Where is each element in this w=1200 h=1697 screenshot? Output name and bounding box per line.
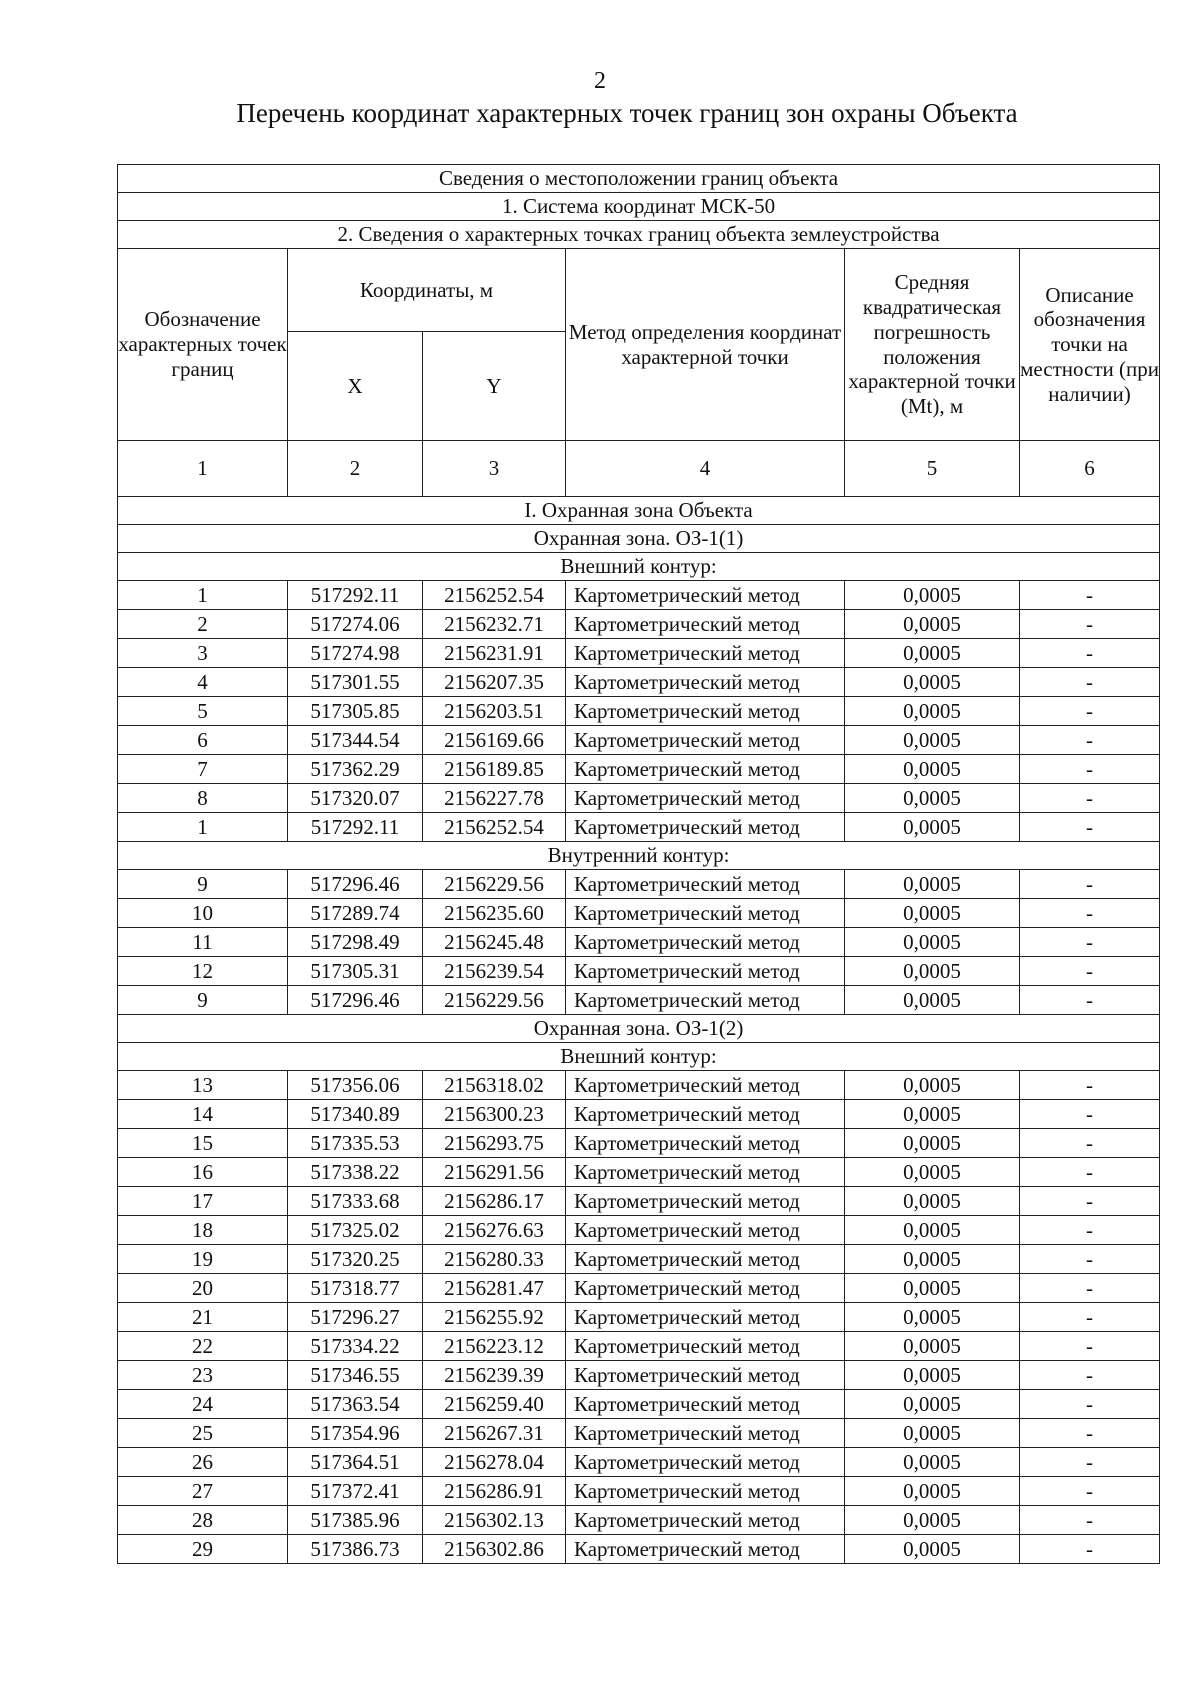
point-number: 21 — [118, 1303, 288, 1332]
point-number: 1 — [118, 581, 288, 610]
description: - — [1020, 1477, 1160, 1506]
description: - — [1020, 610, 1160, 639]
error-value: 0,0005 — [845, 1506, 1020, 1535]
error-value: 0,0005 — [845, 1332, 1020, 1361]
description: - — [1020, 986, 1160, 1015]
error-value: 0,0005 — [845, 899, 1020, 928]
description: - — [1020, 1216, 1160, 1245]
error-value: 0,0005 — [845, 610, 1020, 639]
point-number: 24 — [118, 1390, 288, 1419]
description: - — [1020, 1332, 1160, 1361]
zone-title: Охранная зона. ОЗ-1(1) — [118, 525, 1160, 553]
coord-y: 2156207.35 — [423, 668, 566, 697]
description: - — [1020, 957, 1160, 986]
banner-row — [118, 221, 1160, 249]
method: Картометрический метод — [566, 668, 845, 697]
table-row — [118, 870, 1160, 899]
coord-x: 517274.98 — [288, 639, 423, 668]
coord-y: 2156267.31 — [423, 1419, 566, 1448]
error-value: 0,0005 — [845, 1361, 1020, 1390]
description: - — [1020, 1506, 1160, 1535]
point-number: 9 — [118, 870, 288, 899]
description: - — [1020, 581, 1160, 610]
description: - — [1020, 726, 1160, 755]
point-number: 10 — [118, 899, 288, 928]
point-number: 6 — [118, 726, 288, 755]
zone-title-row — [118, 1015, 1160, 1043]
method: Картометрический метод — [566, 1361, 845, 1390]
method: Картометрический метод — [566, 610, 845, 639]
coord-y: 2156293.75 — [423, 1129, 566, 1158]
method: Картометрический метод — [566, 726, 845, 755]
point-number: 9 — [118, 986, 288, 1015]
method: Картометрический метод — [566, 1390, 845, 1419]
table-row — [118, 784, 1160, 813]
error-value: 0,0005 — [845, 986, 1020, 1015]
description: - — [1020, 813, 1160, 842]
header-point: Обозначение характерных точек границ — [118, 249, 288, 441]
zone-title: Охранная зона. ОЗ-1(2) — [118, 1015, 1160, 1043]
coord-x: 517274.06 — [288, 610, 423, 639]
table-row — [118, 813, 1160, 842]
point-number: 18 — [118, 1216, 288, 1245]
coord-x: 517340.89 — [288, 1100, 423, 1129]
table-row — [118, 1158, 1160, 1187]
error-value: 0,0005 — [845, 581, 1020, 610]
banner-coordinate-system: 1. Система координат МСК-50 — [118, 193, 1160, 221]
table-row — [118, 928, 1160, 957]
coord-y: 2156286.17 — [423, 1187, 566, 1216]
description: - — [1020, 1129, 1160, 1158]
column-number: 2 — [288, 441, 423, 497]
section-row — [118, 497, 1160, 525]
coord-x: 517334.22 — [288, 1332, 423, 1361]
table-row — [118, 1361, 1160, 1390]
coord-x: 517372.41 — [288, 1477, 423, 1506]
coord-x: 517346.55 — [288, 1361, 423, 1390]
table-row — [118, 1448, 1160, 1477]
method: Картометрический метод — [566, 813, 845, 842]
error-value: 0,0005 — [845, 1187, 1020, 1216]
point-number: 26 — [118, 1448, 288, 1477]
contour-title: Внутренний контур: — [118, 842, 1160, 870]
method: Картометрический метод — [566, 1419, 845, 1448]
point-number: 4 — [118, 668, 288, 697]
point-number: 17 — [118, 1187, 288, 1216]
coord-x: 517296.46 — [288, 870, 423, 899]
description: - — [1020, 1419, 1160, 1448]
table-row — [118, 1071, 1160, 1100]
error-value: 0,0005 — [845, 726, 1020, 755]
banner-points-info: 2. Сведения о характерных точках границ объекта землеустройства — [118, 221, 1160, 249]
description: - — [1020, 668, 1160, 697]
table-row — [118, 1332, 1160, 1361]
table-row — [118, 1535, 1160, 1564]
method: Картометрический метод — [566, 1506, 845, 1535]
point-number: 12 — [118, 957, 288, 986]
method: Картометрический метод — [566, 1129, 845, 1158]
point-number: 19 — [118, 1245, 288, 1274]
method: Картометрический метод — [566, 957, 845, 986]
coord-x: 517320.07 — [288, 784, 423, 813]
error-value: 0,0005 — [845, 697, 1020, 726]
description: - — [1020, 899, 1160, 928]
contour-title-row — [118, 842, 1160, 870]
coord-x: 517320.25 — [288, 1245, 423, 1274]
point-number: 15 — [118, 1129, 288, 1158]
coord-y: 2156291.56 — [423, 1158, 566, 1187]
coord-x: 517354.96 — [288, 1419, 423, 1448]
error-value: 0,0005 — [845, 668, 1020, 697]
point-number: 27 — [118, 1477, 288, 1506]
coord-y: 2156278.04 — [423, 1448, 566, 1477]
coord-y: 2156203.51 — [423, 697, 566, 726]
coord-x: 517296.46 — [288, 986, 423, 1015]
description: - — [1020, 697, 1160, 726]
error-value: 0,0005 — [845, 784, 1020, 813]
error-value: 0,0005 — [845, 928, 1020, 957]
coord-x: 517364.51 — [288, 1448, 423, 1477]
table-row — [118, 1274, 1160, 1303]
error-value: 0,0005 — [845, 1158, 1020, 1187]
description: - — [1020, 1187, 1160, 1216]
error-value: 0,0005 — [845, 1100, 1020, 1129]
coord-x: 517385.96 — [288, 1506, 423, 1535]
point-number: 1 — [118, 813, 288, 842]
coord-y: 2156255.92 — [423, 1303, 566, 1332]
coord-y: 2156259.40 — [423, 1390, 566, 1419]
point-number: 3 — [118, 639, 288, 668]
header-error: Средняя квадратическая погрешность положения характерной точки (Mt), м — [845, 249, 1020, 441]
table-row — [118, 1129, 1160, 1158]
coord-y: 2156245.48 — [423, 928, 566, 957]
coord-y: 2156229.56 — [423, 986, 566, 1015]
table-row — [118, 899, 1160, 928]
coord-y: 2156286.91 — [423, 1477, 566, 1506]
error-value: 0,0005 — [845, 755, 1020, 784]
table-row — [118, 1477, 1160, 1506]
error-value: 0,0005 — [845, 1129, 1020, 1158]
error-value: 0,0005 — [845, 1245, 1020, 1274]
description: - — [1020, 928, 1160, 957]
coord-x: 517344.54 — [288, 726, 423, 755]
table-row — [118, 1187, 1160, 1216]
coord-y: 2156189.85 — [423, 755, 566, 784]
method: Картометрический метод — [566, 870, 845, 899]
coord-y: 2156227.78 — [423, 784, 566, 813]
method: Картометрический метод — [566, 1274, 845, 1303]
coord-y: 2156276.63 — [423, 1216, 566, 1245]
error-value: 0,0005 — [845, 639, 1020, 668]
description: - — [1020, 1100, 1160, 1129]
error-value: 0,0005 — [845, 1071, 1020, 1100]
coord-x: 517292.11 — [288, 813, 423, 842]
coord-y: 2156229.56 — [423, 870, 566, 899]
header-y: Y — [423, 332, 566, 441]
table-row — [118, 986, 1160, 1015]
point-number: 25 — [118, 1419, 288, 1448]
coord-x: 517292.11 — [288, 581, 423, 610]
error-value: 0,0005 — [845, 1535, 1020, 1564]
table-row — [118, 1303, 1160, 1332]
method: Картометрический метод — [566, 1332, 845, 1361]
error-value: 0,0005 — [845, 1477, 1020, 1506]
point-number: 7 — [118, 755, 288, 784]
coord-x: 517363.54 — [288, 1390, 423, 1419]
coord-y: 2156235.60 — [423, 899, 566, 928]
description: - — [1020, 1071, 1160, 1100]
description: - — [1020, 1303, 1160, 1332]
method: Картометрический метод — [566, 755, 845, 784]
coord-y: 2156302.86 — [423, 1535, 566, 1564]
point-number: 20 — [118, 1274, 288, 1303]
error-value: 0,0005 — [845, 1216, 1020, 1245]
description: - — [1020, 1535, 1160, 1564]
table-row — [118, 1419, 1160, 1448]
description: - — [1020, 1390, 1160, 1419]
method: Картометрический метод — [566, 899, 845, 928]
description: - — [1020, 1245, 1160, 1274]
method: Картометрический метод — [566, 1303, 845, 1332]
method: Картометрический метод — [566, 1100, 845, 1129]
coord-y: 2156302.13 — [423, 1506, 566, 1535]
error-value: 0,0005 — [845, 870, 1020, 899]
error-value: 0,0005 — [845, 957, 1020, 986]
point-number: 5 — [118, 697, 288, 726]
description: - — [1020, 639, 1160, 668]
coord-x: 517362.29 — [288, 755, 423, 784]
error-value: 0,0005 — [845, 1274, 1020, 1303]
coord-x: 517333.68 — [288, 1187, 423, 1216]
page-number: 2 — [594, 68, 606, 94]
point-number: 16 — [118, 1158, 288, 1187]
error-value: 0,0005 — [845, 1448, 1020, 1477]
coord-y: 2156232.71 — [423, 610, 566, 639]
method: Картометрический метод — [566, 1071, 845, 1100]
header-method: Метод определения координат характерной точки — [566, 249, 845, 441]
point-number: 22 — [118, 1332, 288, 1361]
description: - — [1020, 870, 1160, 899]
coord-x: 517301.55 — [288, 668, 423, 697]
error-value: 0,0005 — [845, 1303, 1020, 1332]
description: - — [1020, 755, 1160, 784]
method: Картометрический метод — [566, 986, 845, 1015]
error-value: 0,0005 — [845, 1390, 1020, 1419]
column-number: 3 — [423, 441, 566, 497]
method: Картометрический метод — [566, 1245, 845, 1274]
banner-location: Сведения о местоположении границ объекта — [118, 165, 1160, 193]
description: - — [1020, 1361, 1160, 1390]
table-row — [118, 1245, 1160, 1274]
table-row — [118, 1390, 1160, 1419]
method: Картометрический метод — [566, 1158, 845, 1187]
coord-x: 517325.02 — [288, 1216, 423, 1245]
coord-y: 2156252.54 — [423, 581, 566, 610]
table-row — [118, 639, 1160, 668]
method: Картометрический метод — [566, 1535, 845, 1564]
table-row — [118, 957, 1160, 986]
table-row — [118, 726, 1160, 755]
table-row — [118, 1506, 1160, 1535]
column-number-row — [118, 441, 1160, 497]
table-row — [118, 668, 1160, 697]
table-row — [118, 1216, 1160, 1245]
column-number: 5 — [845, 441, 1020, 497]
banner-row — [118, 165, 1160, 193]
coord-x: 517305.85 — [288, 697, 423, 726]
description: - — [1020, 1274, 1160, 1303]
coord-y: 2156281.47 — [423, 1274, 566, 1303]
zone-title-row — [118, 525, 1160, 553]
header-row — [118, 249, 1160, 332]
description: - — [1020, 1448, 1160, 1477]
table-row — [118, 581, 1160, 610]
coord-x: 517335.53 — [288, 1129, 423, 1158]
point-number: 14 — [118, 1100, 288, 1129]
coord-x: 517298.49 — [288, 928, 423, 957]
description: - — [1020, 1158, 1160, 1187]
section-title: I. Охранная зона Объекта — [118, 497, 1160, 525]
method: Картометрический метод — [566, 639, 845, 668]
coord-x: 517318.77 — [288, 1274, 423, 1303]
coord-x: 517296.27 — [288, 1303, 423, 1332]
contour-title-row — [118, 1043, 1160, 1071]
error-value: 0,0005 — [845, 813, 1020, 842]
method: Картометрический метод — [566, 1187, 845, 1216]
contour-title-row — [118, 553, 1160, 581]
banner-row — [118, 193, 1160, 221]
table-row — [118, 610, 1160, 639]
coord-x: 517356.06 — [288, 1071, 423, 1100]
point-number: 13 — [118, 1071, 288, 1100]
point-number: 8 — [118, 784, 288, 813]
table-row — [118, 755, 1160, 784]
description: - — [1020, 784, 1160, 813]
method: Картометрический метод — [566, 928, 845, 957]
error-value: 0,0005 — [845, 1419, 1020, 1448]
header-coordinates: Координаты, м — [288, 249, 566, 332]
coord-y: 2156239.54 — [423, 957, 566, 986]
column-number: 4 — [566, 441, 845, 497]
method: Картометрический метод — [566, 1477, 845, 1506]
column-number: 6 — [1020, 441, 1160, 497]
method: Картометрический метод — [566, 1448, 845, 1477]
column-number: 1 — [118, 441, 288, 497]
coord-y: 2156169.66 — [423, 726, 566, 755]
point-number: 11 — [118, 928, 288, 957]
coord-y: 2156231.91 — [423, 639, 566, 668]
coord-y: 2156300.23 — [423, 1100, 566, 1129]
coord-x: 517386.73 — [288, 1535, 423, 1564]
method: Картометрический метод — [566, 581, 845, 610]
header-description: Описание обозначения точки на местности (при наличии) — [1020, 249, 1160, 441]
coord-y: 2156252.54 — [423, 813, 566, 842]
contour-title: Внешний контур: — [118, 1043, 1160, 1071]
coordinates-table — [117, 164, 1160, 1564]
coord-y: 2156318.02 — [423, 1071, 566, 1100]
contour-title: Внешний контур: — [118, 553, 1160, 581]
point-number: 28 — [118, 1506, 288, 1535]
method: Картометрический метод — [566, 697, 845, 726]
coord-x: 517305.31 — [288, 957, 423, 986]
point-number: 2 — [118, 610, 288, 639]
coord-x: 517338.22 — [288, 1158, 423, 1187]
coord-x: 517289.74 — [288, 899, 423, 928]
method: Картометрический метод — [566, 1216, 845, 1245]
table-row — [118, 1100, 1160, 1129]
point-number: 23 — [118, 1361, 288, 1390]
header-x: X — [288, 332, 423, 441]
coord-y: 2156280.33 — [423, 1245, 566, 1274]
coord-y: 2156223.12 — [423, 1332, 566, 1361]
coord-y: 2156239.39 — [423, 1361, 566, 1390]
table-row — [118, 697, 1160, 726]
method: Картометрический метод — [566, 784, 845, 813]
document-title: Перечень координат характерных точек границ зон охраны Объекта — [236, 98, 1018, 128]
point-number: 29 — [118, 1535, 288, 1564]
